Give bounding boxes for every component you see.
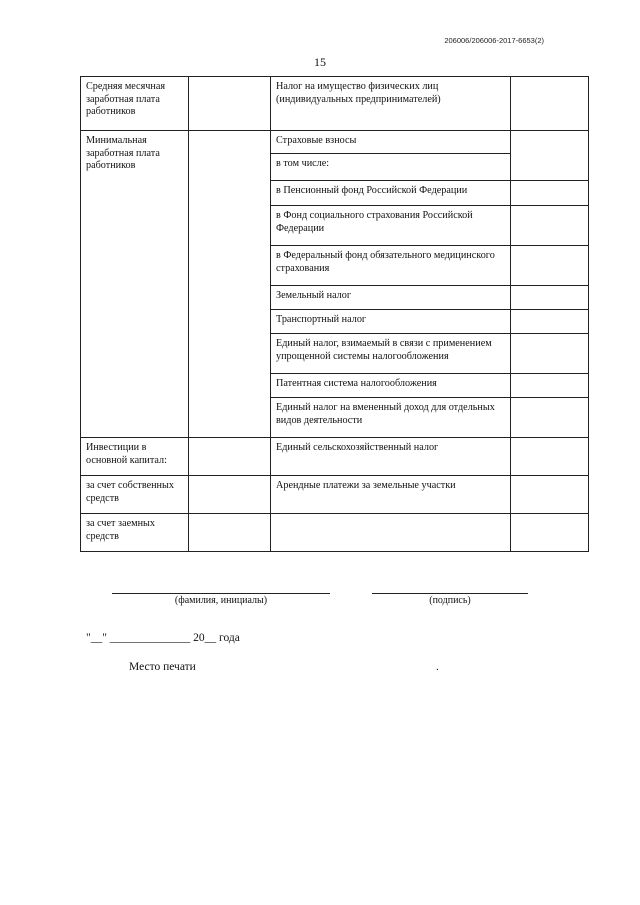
tax-label: в Фонд социального страхования Российской Федерации (271, 206, 511, 246)
tax-value-cell (511, 438, 589, 476)
table-row (81, 77, 589, 131)
tax-value-cell (511, 310, 589, 334)
tax-label: в Пенсионный фонд Российской Федерации (271, 181, 511, 206)
tax-value-cell (511, 131, 589, 181)
indicator-label: Инвестиции в основной капитал: (81, 438, 189, 476)
indicators-table (80, 76, 589, 552)
table-row (81, 514, 589, 552)
tax-value-cell (511, 476, 589, 514)
signature-line[interactable] (372, 593, 528, 606)
tax-value-cell (511, 374, 589, 398)
tax-label: Земельный налог (271, 286, 511, 310)
indicator-value-cell (189, 131, 271, 438)
tax-label: Единый налог, взимаемый в связи с применением упрощенной системы налогообложения (271, 334, 511, 374)
tax-value-cell (511, 514, 589, 552)
table-row (81, 131, 589, 154)
tax-label: Патентная система налогообложения (271, 374, 511, 398)
tax-value-cell (511, 77, 589, 131)
indicator-value-cell (189, 514, 271, 552)
name-signature-line[interactable] (112, 593, 330, 606)
trailing-dot: . (436, 661, 439, 673)
indicator-label: за счет собственных средств (81, 476, 189, 514)
indicator-value-cell (189, 438, 271, 476)
table-row (81, 438, 589, 476)
date-line[interactable]: "__" ______________ 20__ года (86, 632, 240, 644)
tax-value-cell (511, 181, 589, 206)
page-number: 15 (314, 55, 326, 69)
indicator-label: Минимальная заработная плата работников (81, 131, 189, 438)
table-row (81, 476, 589, 514)
document-id: 206006/206006-2017-6653(2) (444, 36, 544, 45)
tax-label: Единый налог на вмененный доход для отдельных видов деятельности (271, 398, 511, 438)
tax-value-cell (511, 286, 589, 310)
tax-label: Транспортный налог (271, 310, 511, 334)
tax-value-cell (511, 334, 589, 374)
tax-value-cell (511, 206, 589, 246)
tax-label (271, 514, 511, 552)
indicator-label: за счет заемных средств (81, 514, 189, 552)
signature-caption: (подпись) (429, 595, 471, 606)
indicator-label: Средняя месячная заработная плата работников (81, 77, 189, 131)
seal-place: Место печати (129, 661, 196, 673)
tax-label: в Федеральный фонд обязательного медицинского страхования (271, 246, 511, 286)
indicator-value-cell (189, 476, 271, 514)
name-caption: (фамилия, инициалы) (174, 595, 268, 606)
tax-value-cell (511, 246, 589, 286)
tax-value-cell (511, 398, 589, 438)
tax-label: Налог на имущество физических лиц (индивидуальных предпринимателей) (271, 77, 511, 131)
tax-label: Страховые взносы (271, 131, 511, 154)
tax-label: в том числе: (271, 154, 511, 181)
tax-label: Единый сельскохозяйственный налог (271, 438, 511, 476)
indicator-value-cell (189, 77, 271, 131)
tax-label: Арендные платежи за земельные участки (271, 476, 511, 514)
